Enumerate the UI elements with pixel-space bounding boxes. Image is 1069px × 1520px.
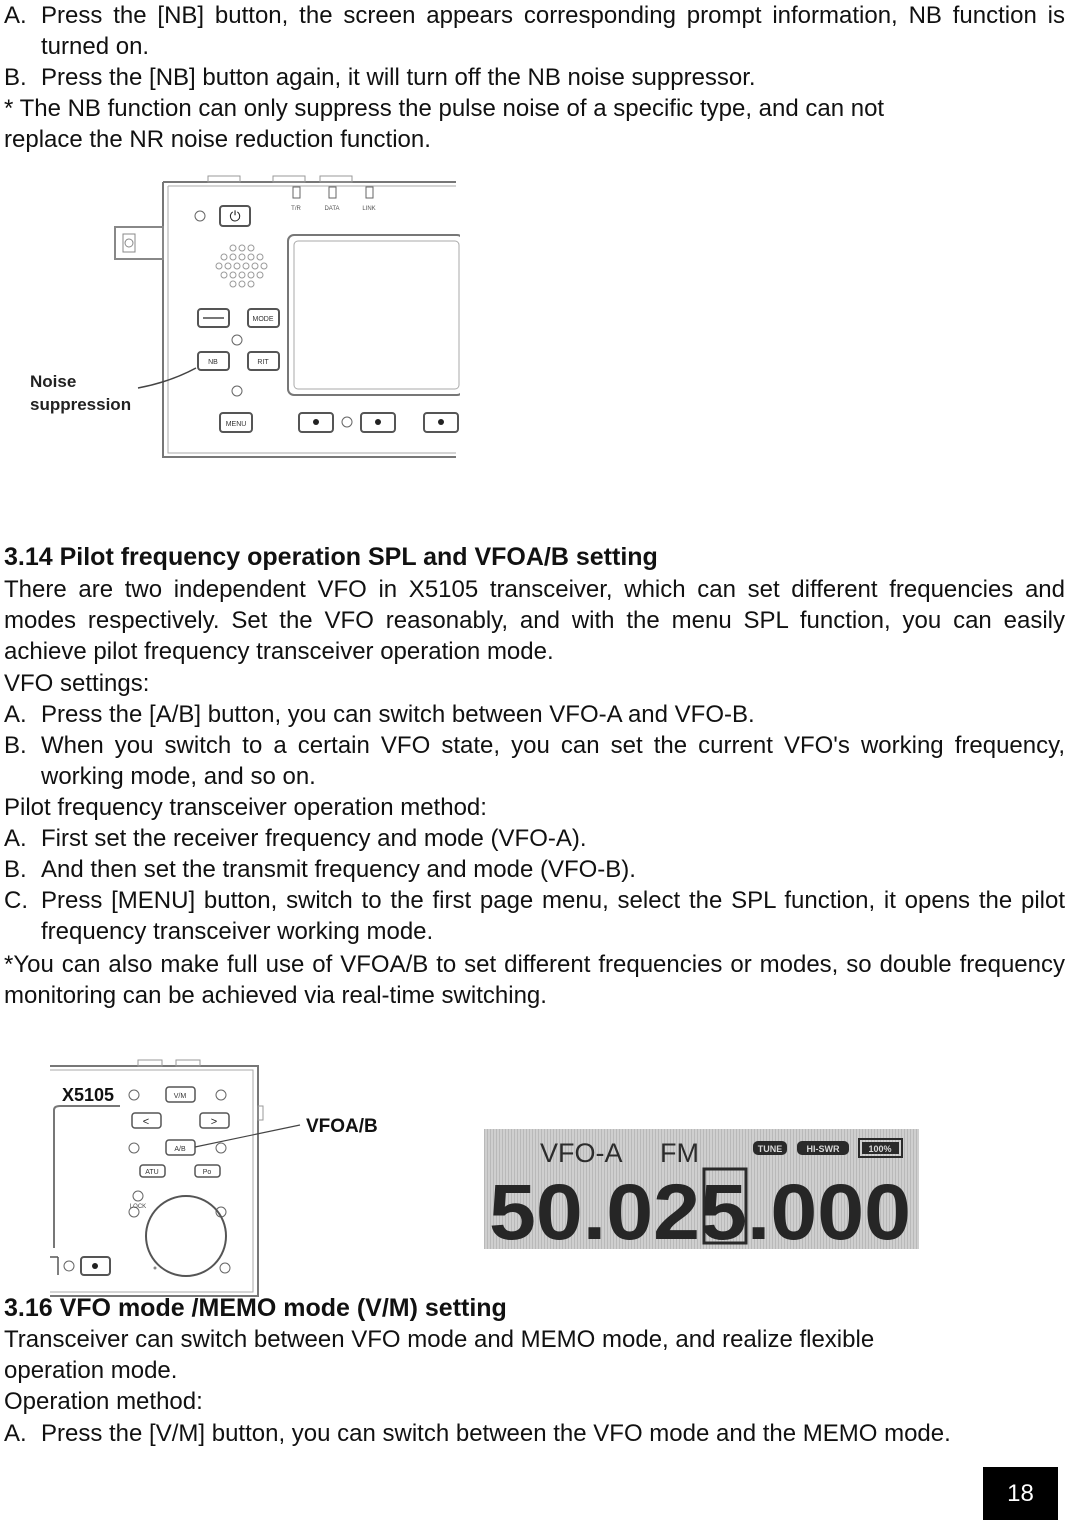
button-label: LOCK xyxy=(129,1204,147,1210)
button-label: Po xyxy=(202,1169,212,1176)
button-label: A/B xyxy=(174,1146,186,1153)
section-3-14-note: *You can also make full use of VFOA/B to set different frequencies or modes, so double frequency monitoring can be achieved via real-time switching. xyxy=(4,951,1065,1009)
callout-line xyxy=(138,368,196,388)
display-screen xyxy=(288,235,460,395)
tuning-knob xyxy=(146,1196,226,1276)
screw-icon xyxy=(232,335,242,345)
list-label: B. xyxy=(4,64,27,91)
list-text: Press the [NB] button, the screen appears corresponding prompt information, NB function is turned on. xyxy=(41,2,1065,60)
screw-icon xyxy=(195,211,205,221)
screw-icon xyxy=(64,1261,74,1271)
section-3-16-intro-line1: Transceiver can switch between VFO mode and MEMO mode, and realize flexible xyxy=(4,1326,875,1353)
lcd-display xyxy=(484,1129,919,1249)
callout-label: VFOA/B xyxy=(306,1116,378,1137)
list-text: And then set the transmit frequency and mode (VFO-B). xyxy=(41,856,636,883)
list-text: First set the receiver frequency and mode (VFO-A). xyxy=(41,825,587,852)
list-text: When you switch to a certain VFO state, you can set the current VFO's working frequency, working mode, and so on. xyxy=(41,732,1065,790)
front-panel-figure xyxy=(20,170,460,465)
lcd-mode-label: FM xyxy=(660,1138,699,1168)
speaker-grille-icon xyxy=(216,245,267,287)
screw-icon xyxy=(342,417,352,427)
screw-icon xyxy=(129,1090,139,1100)
button-label: < xyxy=(142,1116,150,1128)
button-label: V/M xyxy=(173,1093,187,1100)
badge-label: HI-SWR xyxy=(806,1144,840,1154)
nb-item-b xyxy=(4,62,1065,93)
section-3-16-title: 3.16 VFO mode /MEMO mode (V/M) setting xyxy=(4,1294,507,1322)
button-label: MODE xyxy=(252,316,274,323)
list-label: A. xyxy=(4,701,27,728)
list-label: B. xyxy=(4,856,27,883)
badge-label: TUNE xyxy=(757,1144,783,1154)
callout-label: suppression xyxy=(30,395,132,414)
page-number: 18 xyxy=(983,1467,1058,1520)
screw-icon xyxy=(220,1263,230,1273)
vfo-ab-panel-figure xyxy=(50,1058,410,1300)
model-label: X5105 xyxy=(62,1085,115,1105)
vm-item-a xyxy=(4,1418,1065,1449)
section-3-14-title: 3.14 Pilot frequency operation SPL and VFOA/B setting xyxy=(4,543,658,571)
pilot-item-a xyxy=(4,823,1065,854)
nb-note-line1: * The NB function can only suppress the pulse noise of a specific type, and can not xyxy=(4,95,885,122)
screw-icon xyxy=(232,386,242,396)
section-3-14-intro: There are two independent VFO in X5105 transceiver, which can set different frequencies and modes respectively. Set the VFO reasonably, and with the menu SPL function, you can easily achieve pilot frequency transceiver operation mode. xyxy=(4,576,1065,665)
nb-note-line2: replace the NR noise reduction function. xyxy=(4,126,431,153)
led-link-icon xyxy=(366,187,373,198)
lcd-vfo-label: VFO-A xyxy=(540,1138,623,1168)
screw-icon xyxy=(216,1143,226,1153)
lcd-frequency: 50.025.000 xyxy=(489,1167,911,1249)
list-label: A. xyxy=(4,1420,27,1447)
power-icon: ⏻ xyxy=(229,208,241,224)
callout-label: Noise xyxy=(30,372,77,391)
lock-led-icon xyxy=(133,1191,143,1201)
list-label: A. xyxy=(4,2,27,29)
section-3-16-intro-line2: operation mode. xyxy=(4,1357,178,1384)
list-label: B. xyxy=(4,732,27,759)
led-data-icon xyxy=(329,187,336,198)
button-label: > xyxy=(210,1116,218,1128)
vfo-settings-label: VFO settings: xyxy=(4,670,150,697)
badge-label: 100% xyxy=(868,1144,892,1154)
vfo-item-a xyxy=(4,699,1065,730)
screw-icon xyxy=(216,1090,226,1100)
button-label: ATU xyxy=(145,1169,159,1176)
button-label: NB xyxy=(208,359,218,366)
button-label: MENU xyxy=(225,421,247,428)
button-label: RIT xyxy=(257,359,269,366)
nb-item-a xyxy=(4,0,1065,62)
pilot-item-b xyxy=(4,854,1065,885)
list-text: Press the [NB] button again, it will turn off the NB noise suppressor. xyxy=(41,64,756,91)
pilot-item-c xyxy=(4,885,1065,947)
list-text: Press the [A/B] button, you can switch between VFO-A and VFO-B. xyxy=(41,701,755,728)
vfo-item-b xyxy=(4,730,1065,792)
led-label: T/R xyxy=(291,206,301,212)
led-label: LINK xyxy=(362,206,376,212)
operation-method-label: Operation method: xyxy=(4,1388,203,1415)
led-tr-icon xyxy=(293,187,300,198)
led-label: DATA xyxy=(324,206,340,212)
list-text: Press the [V/M] button, you can switch between the VFO mode and the MEMO mode. xyxy=(41,1420,951,1447)
list-label: A. xyxy=(4,825,27,852)
screw-icon xyxy=(129,1143,139,1153)
list-label: C. xyxy=(4,887,28,914)
list-text: Press [MENU] button, switch to the first page menu, select the SPL function, it opens the pilot frequency transceiver working mode. xyxy=(41,887,1065,945)
pilot-method-label: Pilot frequency transceiver operation method: xyxy=(4,794,487,821)
